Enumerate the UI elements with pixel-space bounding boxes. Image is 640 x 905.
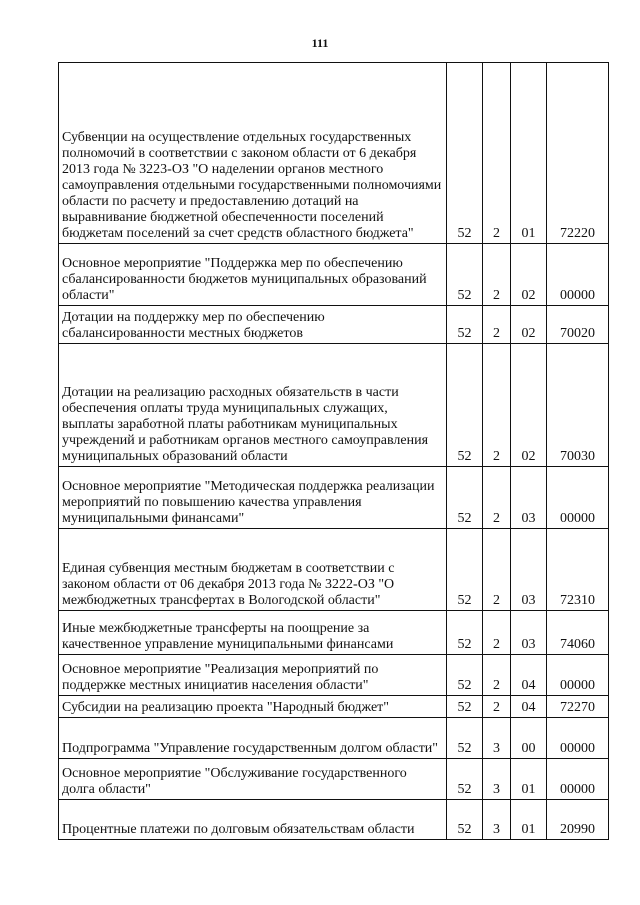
activity-code: 03	[511, 611, 547, 655]
row-name: Подпрограмма "Управление государственным долгом области"	[62, 741, 439, 756]
direction-code: 20990	[547, 800, 609, 840]
program-code: 52	[447, 696, 483, 718]
direction-code: 00000	[547, 467, 609, 529]
row-name-cell	[59, 759, 447, 800]
program-code: 52	[447, 611, 483, 655]
program-code: 52	[447, 718, 483, 759]
subprogram-code: 2	[483, 244, 511, 306]
row-name: Процентные платежи по долговым обязательствам области	[62, 822, 415, 837]
row-name: Основное мероприятие "Реализация мероприятий по поддержке местных инициатив населения области"	[62, 662, 379, 693]
program-code: 52	[447, 244, 483, 306]
direction-code: 72220	[547, 63, 609, 244]
row-name: Единая субвенция местным бюджетам в соответствии с законом области от 06 декабря 2013 года № 3222-ОЗ "О межбюджетных трансфертах в Вологодской области"	[62, 561, 395, 608]
subprogram-code: 2	[483, 344, 511, 467]
program-code: 52	[447, 800, 483, 840]
subprogram-code: 3	[483, 800, 511, 840]
table-row	[59, 655, 609, 696]
table-row	[59, 696, 609, 718]
table-row	[59, 467, 609, 529]
row-name-cell	[59, 655, 447, 696]
table-row	[59, 63, 609, 244]
row-name: Субвенции на осуществление отдельных государственных полномочий в соответствии с законом области от 6 декабря 2013 года № 3223-ОЗ "О наделении органов местного самоуправления отдельными государственными полномочиями области по расчету и предоставлению дотаций на выравнивание бюджетной обеспеченности поселений бюджетам поселений за счет средств областного бюджета"	[62, 130, 442, 241]
direction-code: 72270	[547, 696, 609, 718]
direction-code: 00000	[547, 655, 609, 696]
activity-code: 01	[511, 800, 547, 840]
budget-classification-table	[58, 62, 609, 840]
activity-code: 01	[511, 759, 547, 800]
table-row	[59, 529, 609, 611]
row-name: Основное мероприятие "Методическая поддержка реализации мероприятий по повышению качества управления муниципальными финансами"	[62, 479, 435, 526]
activity-code: 03	[511, 467, 547, 529]
row-name: Субсидии на реализацию проекта "Народный бюджет"	[62, 700, 390, 715]
subprogram-code: 2	[483, 306, 511, 344]
table-row	[59, 306, 609, 344]
direction-code: 00000	[547, 759, 609, 800]
table-row	[59, 244, 609, 306]
subprogram-code: 3	[483, 759, 511, 800]
row-name-cell	[59, 718, 447, 759]
row-name-cell	[59, 611, 447, 655]
row-name-cell	[59, 696, 447, 718]
subprogram-code: 3	[483, 718, 511, 759]
program-code: 52	[447, 467, 483, 529]
row-name-cell	[59, 800, 447, 840]
program-code: 52	[447, 306, 483, 344]
direction-code: 70030	[547, 344, 609, 467]
program-code: 52	[447, 655, 483, 696]
activity-code: 04	[511, 696, 547, 718]
row-name-cell	[59, 244, 447, 306]
table-row	[59, 611, 609, 655]
row-name-cell	[59, 344, 447, 467]
table-row	[59, 344, 609, 467]
program-code: 52	[447, 63, 483, 244]
subprogram-code: 2	[483, 655, 511, 696]
activity-code: 02	[511, 344, 547, 467]
row-name-cell	[59, 63, 447, 244]
row-name-cell	[59, 467, 447, 529]
direction-code: 70020	[547, 306, 609, 344]
row-name-cell	[59, 306, 447, 344]
row-name: Иные межбюджетные трансферты на поощрение за качественное управление муниципальными финансами	[62, 621, 394, 652]
subprogram-code: 2	[483, 63, 511, 244]
table-row	[59, 759, 609, 800]
activity-code: 02	[511, 244, 547, 306]
program-code: 52	[447, 759, 483, 800]
row-name: Основное мероприятие "Обслуживание государственного долга области"	[62, 766, 407, 797]
page-number: 111	[311, 36, 329, 50]
subprogram-code: 2	[483, 611, 511, 655]
subprogram-code: 2	[483, 467, 511, 529]
direction-code: 00000	[547, 244, 609, 306]
direction-code: 74060	[547, 611, 609, 655]
row-name: Дотации на поддержку мер по обеспечению сбалансированности местных бюджетов	[62, 310, 325, 341]
direction-code: 00000	[547, 718, 609, 759]
activity-code: 02	[511, 306, 547, 344]
table-row	[59, 718, 609, 759]
table-row	[59, 800, 609, 840]
row-name: Основное мероприятие "Поддержка мер по обеспечению сбалансированности бюджетов муниципальных образований области"	[62, 256, 427, 303]
row-name-cell	[59, 529, 447, 611]
row-name: Дотации на реализацию расходных обязательств в части обеспечения оплаты труда муниципальных служащих, выплаты заработной платы работникам муниципальных учреждений и работникам органов местного самоуправления муниципальных образований области	[62, 385, 429, 464]
subprogram-code: 2	[483, 696, 511, 718]
program-code: 52	[447, 344, 483, 467]
program-code: 52	[447, 529, 483, 611]
activity-code: 01	[511, 63, 547, 244]
subprogram-code: 2	[483, 529, 511, 611]
activity-code: 00	[511, 718, 547, 759]
activity-code: 04	[511, 655, 547, 696]
activity-code: 03	[511, 529, 547, 611]
direction-code: 72310	[547, 529, 609, 611]
